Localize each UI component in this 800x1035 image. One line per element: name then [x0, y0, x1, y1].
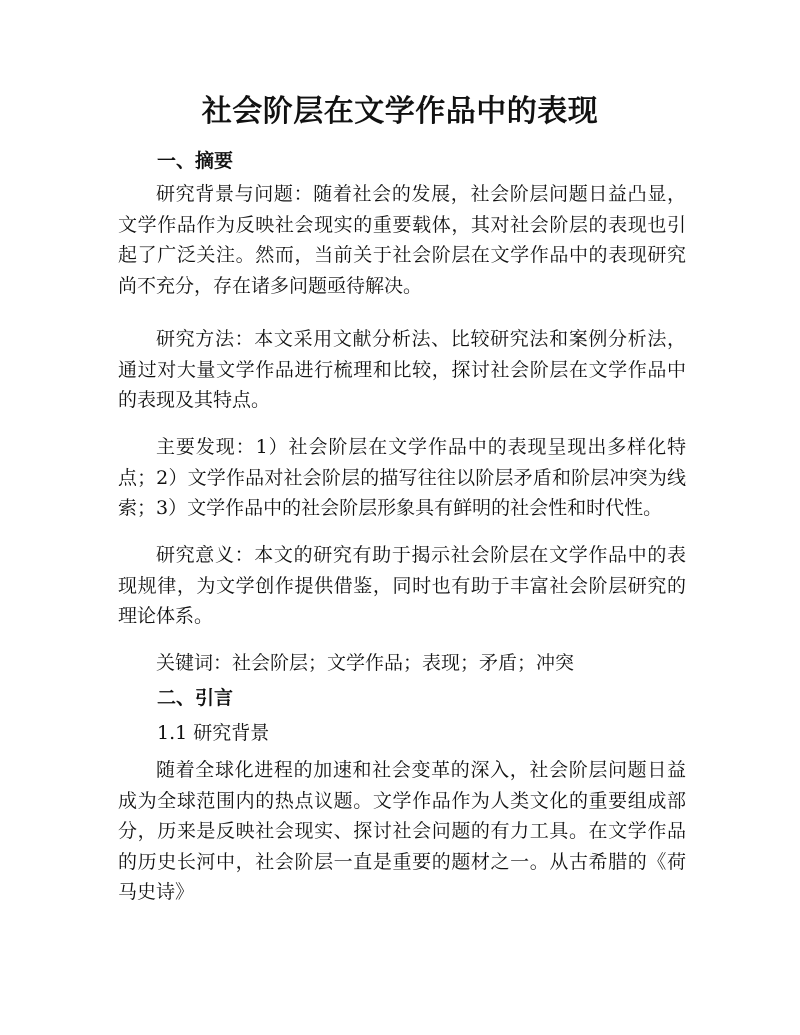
research-background-subheading: 1.1 研究背景 [157, 722, 270, 744]
document-title: 社会阶层在文学作品中的表现 [201, 94, 599, 129]
introduction-heading: 二、引言 [157, 687, 234, 709]
abstract-heading: 一、摘要 [157, 150, 234, 172]
research-background-paragraph: 随着全球化进程的加速和社会变革的深入，社会阶层问题日益成为全球范围内的热点议题。文学作品作为人类文化的重要组成部分，历来是反映社会现实、探讨社会问题的有力工具。在文学作品的历史长河中，社会阶层一直是重要的题材之一。从古希腊的《荷马史诗》 [118, 759, 686, 903]
abstract-method-paragraph: 研究方法：本文采用文献分析法、比较研究法和案例分析法，通过对大量文学作品进行梳理和比较，探讨社会阶层在文学作品中的表现及其特点。 [118, 328, 686, 411]
abstract-findings-paragraph: 主要发现：1）社会阶层在文学作品中的表现呈现出多样化特点；2）文学作品对社会阶层的描写往往以阶层矛盾和阶层冲突为线索；3）文学作品中的社会阶层形象具有鲜明的社会性和时代性。 [118, 436, 686, 519]
keywords-line: 关键词：社会阶层；文学作品；表现；矛盾；冲突 [156, 652, 575, 674]
abstract-significance-paragraph: 研究意义：本文的研究有助于揭示社会阶层在文学作品中的表现规律，为文学创作提供借鉴，同时也有助于丰富社会阶层研究的理论体系。 [118, 544, 686, 627]
abstract-background-paragraph: 研究背景与问题：随着社会的发展，社会阶层问题日益凸显，文学作品作为反映社会现实的重要载体，其对社会阶层的表现也引起了广泛关注。然而，当前关于社会阶层在文学作品中的表现研究尚不充分，存在诸多问题亟待解决。 [118, 183, 686, 297]
